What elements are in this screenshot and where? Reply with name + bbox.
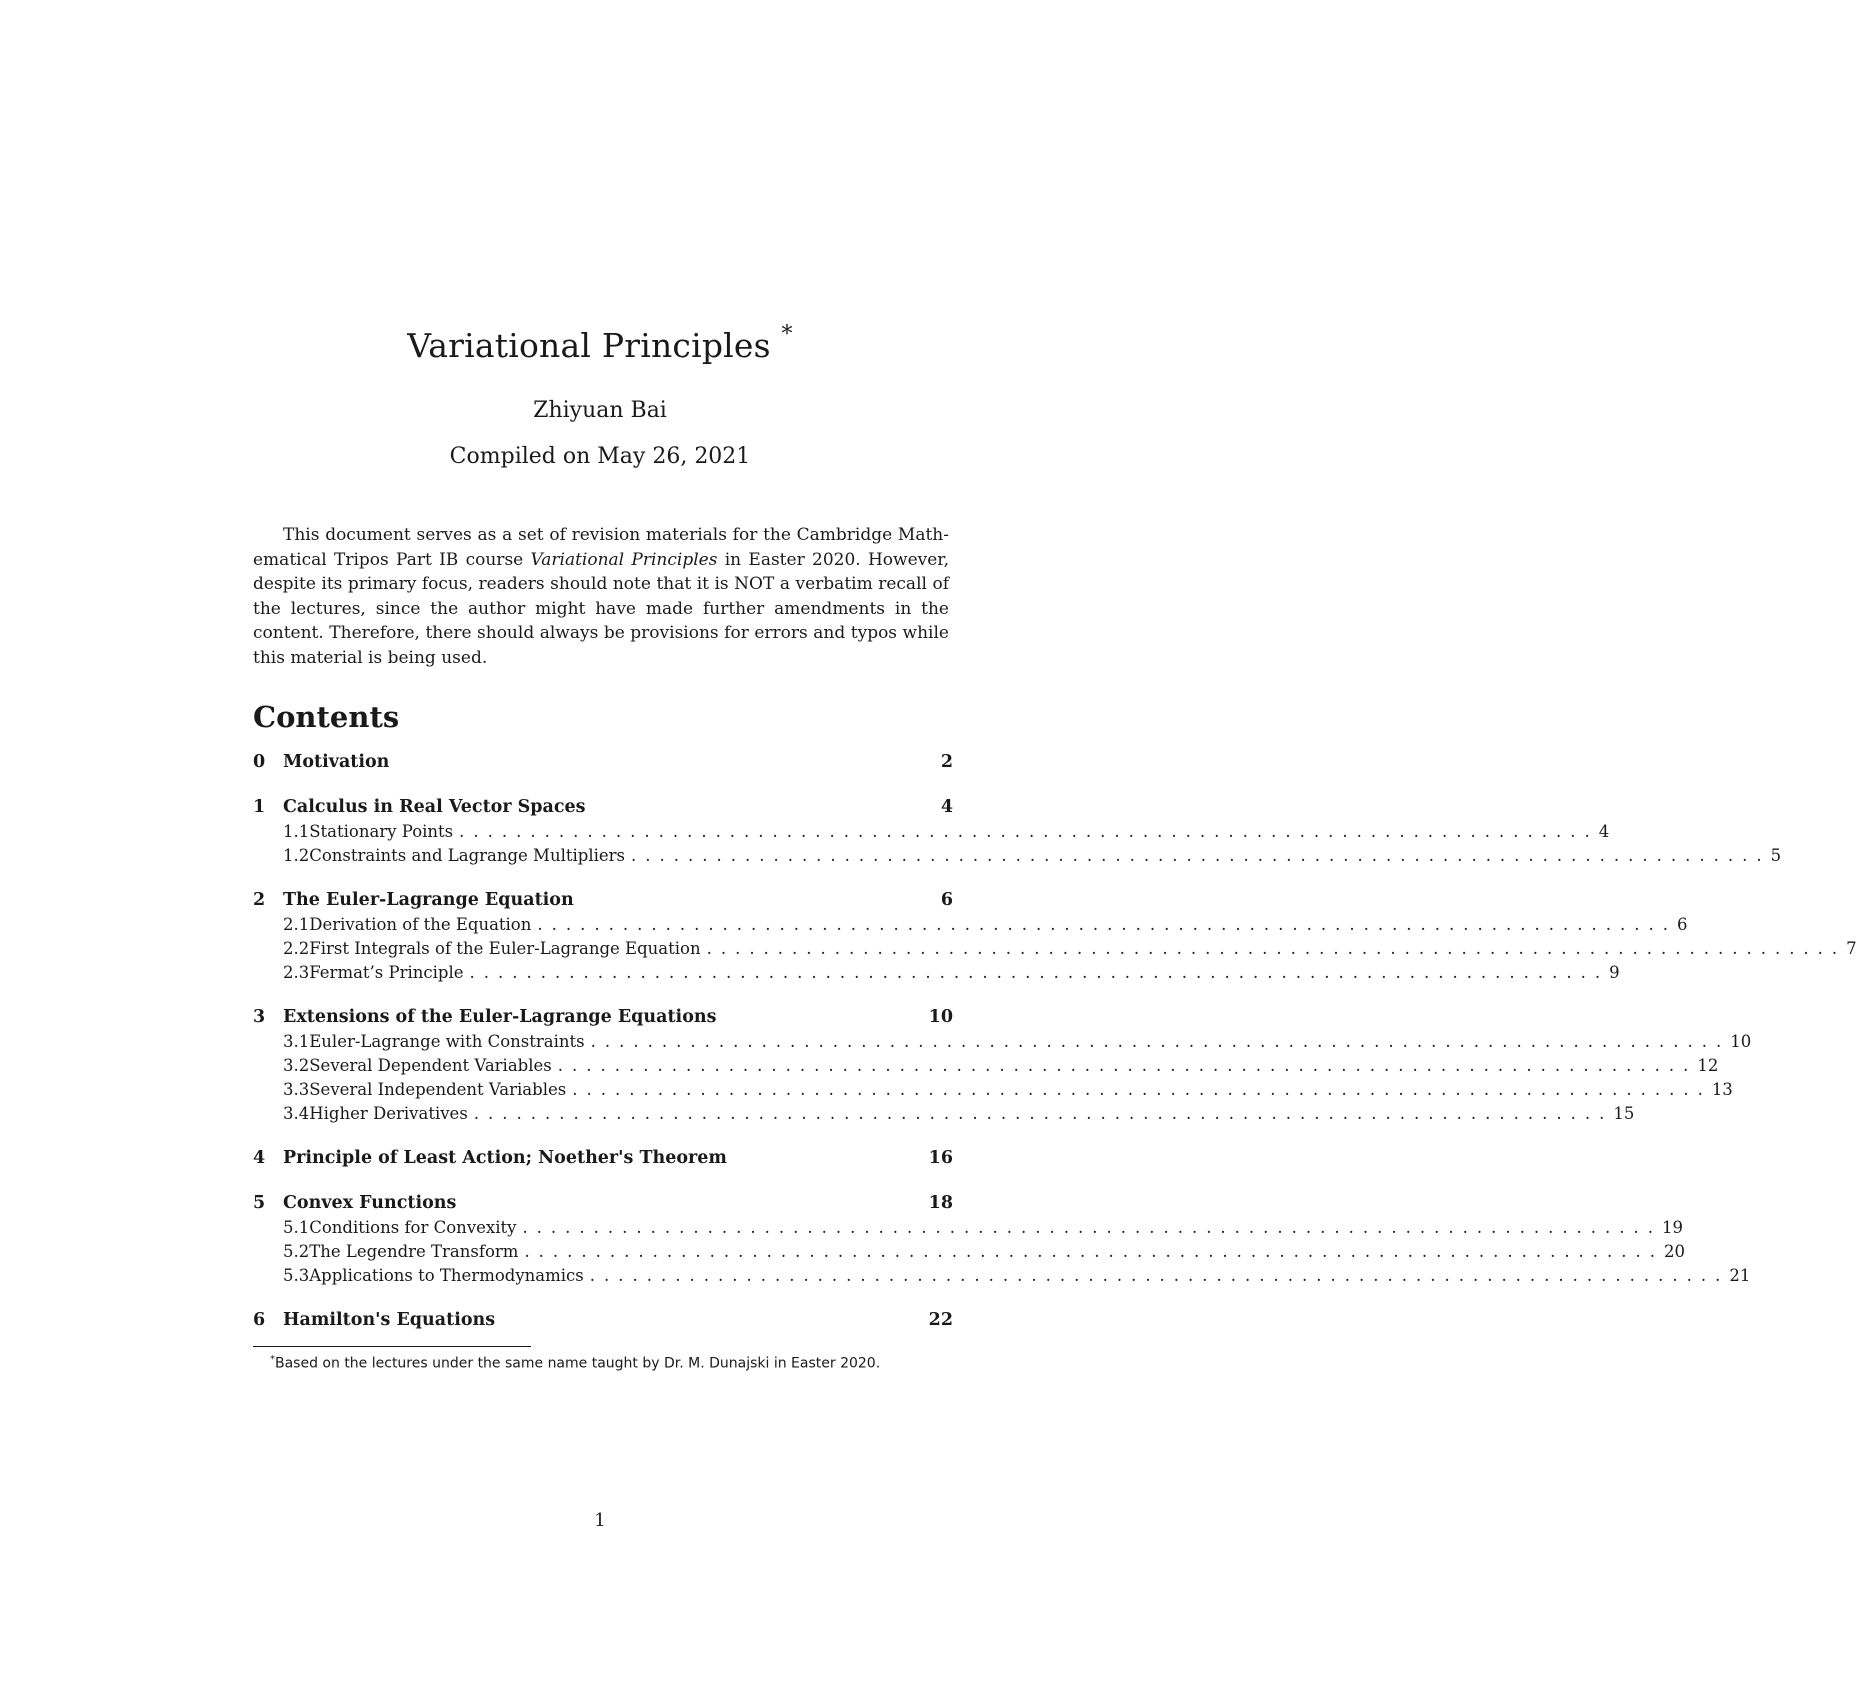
table-of-contents — [253, 752, 1857, 1335]
abstract-part2: in Easter 2020. However, despite its primary focus, readers should note that it is NOT a verbatim recall of the lectures, since the author might have made further amendments in the content. Therefore, there should always be provisions for errors and typos while this material is being used. — [253, 549, 949, 668]
abstract-course-name: Variational Principles — [530, 549, 718, 570]
toc-subsection-title: Constraints and Lagrange Multipliers — [309, 846, 625, 865]
toc-subsection-title: Derivation of the Equation — [309, 915, 532, 934]
toc-subsection-page: 15 — [1613, 1104, 1635, 1123]
toc-subsection-page: 6 — [1676, 915, 1688, 934]
toc-leader-dots: ................................................................................ — [537, 915, 1677, 934]
toc-gap — [253, 777, 953, 797]
toc-subsection-number: 3.4 — [283, 1104, 310, 1123]
toc-leader-dots: ................................................................................ — [524, 1242, 1665, 1261]
contents-heading: Contents — [253, 700, 400, 734]
title-text: Variational Principles — [407, 326, 771, 365]
toc-leader-dots: ................................................................................ — [631, 846, 1771, 865]
toc-subsection-entry[interactable] — [253, 822, 1610, 846]
toc-section-page: 10 — [928, 1007, 953, 1027]
toc-leader-dots: ................................................................................ — [473, 1104, 1614, 1123]
toc-subsection-title: First Integrals of the Euler-Lagrange Equation — [309, 939, 701, 958]
toc-gap — [253, 1290, 953, 1310]
toc-section-number: 3 — [253, 1007, 266, 1027]
toc-subsection-number: 3.3 — [283, 1080, 310, 1099]
toc-section-entry[interactable] — [253, 1148, 953, 1173]
footnote-text: Based on the lectures under the same name taught by Dr. M. Dunajski in Easter 2020. — [275, 1355, 881, 1372]
toc-subsection-title: Higher Derivatives — [309, 1104, 468, 1123]
toc-subsection-number: 3.2 — [283, 1056, 310, 1075]
footnote — [270, 1354, 880, 1372]
toc-subsection-entry[interactable] — [253, 1266, 1751, 1290]
toc-section-page: 2 — [940, 752, 953, 772]
toc-section-title: Principle of Least Action; Noether's Theorem — [283, 1148, 727, 1168]
toc-section-page: 16 — [928, 1148, 953, 1168]
toc-subsection-page: 20 — [1664, 1242, 1686, 1261]
toc-section-entry[interactable] — [253, 1310, 953, 1335]
toc-subsection-entry[interactable] — [253, 915, 1688, 939]
toc-subsection-title: Conditions for Convexity — [309, 1218, 517, 1237]
toc-subsection-page: 21 — [1729, 1266, 1751, 1285]
toc-subsection-entry[interactable] — [253, 1080, 1733, 1104]
toc-section-number: 0 — [253, 752, 266, 772]
page-number: 1 — [594, 1510, 606, 1531]
toc-subsection-entry[interactable] — [253, 1032, 1752, 1056]
toc-section-title: Motivation — [283, 752, 390, 772]
toc-subsection-entry[interactable] — [253, 1104, 1635, 1128]
toc-subsection-number: 2.3 — [283, 963, 310, 982]
toc-subsection-title: Applications to Thermodynamics — [309, 1266, 584, 1285]
toc-section-title: Convex Functions — [283, 1193, 457, 1213]
toc-subsection-number: 5.1 — [283, 1218, 310, 1237]
toc-leader-dots: ................................................................................ — [572, 1080, 1712, 1099]
toc-subsection-number: 1.1 — [283, 822, 310, 841]
toc-gap — [253, 1128, 953, 1148]
toc-leader-dots: ................................................................................ — [706, 939, 1847, 958]
toc-section-number: 5 — [253, 1193, 266, 1213]
toc-section-number: 4 — [253, 1148, 266, 1168]
toc-subsection-page: 19 — [1662, 1218, 1684, 1237]
author: Zhiyuan Bai — [533, 398, 667, 423]
toc-subsection-entry[interactable] — [253, 1218, 1684, 1242]
toc-subsection-title: Several Dependent Variables — [309, 1056, 552, 1075]
toc-gap — [253, 870, 953, 890]
toc-subsection-title: Fermat’s Principle — [309, 963, 464, 982]
toc-section-title: Extensions of the Euler-Lagrange Equations — [283, 1007, 717, 1027]
toc-subsection-page: 13 — [1711, 1080, 1733, 1099]
toc-section-page: 4 — [940, 797, 953, 817]
toc-section-entry[interactable] — [253, 1007, 953, 1032]
toc-subsection-number: 5.3 — [283, 1266, 310, 1285]
title-footnote-marker: * — [781, 322, 793, 347]
toc-leader-dots: ................................................................................ — [590, 1032, 1731, 1051]
document-title — [0, 322, 1200, 365]
toc-subsection-number: 2.2 — [283, 939, 310, 958]
toc-gap — [253, 987, 953, 1007]
toc-subsection-page: 4 — [1598, 822, 1610, 841]
toc-subsection-number: 3.1 — [283, 1032, 310, 1051]
toc-section-number: 6 — [253, 1310, 266, 1330]
toc-subsection-page: 12 — [1697, 1056, 1719, 1075]
toc-leader-dots: ................................................................................ — [522, 1218, 1663, 1237]
toc-subsection-title: Euler-Lagrange with Constraints — [309, 1032, 585, 1051]
toc-subsection-entry[interactable] — [253, 1056, 1719, 1080]
toc-subsection-number: 1.2 — [283, 846, 310, 865]
toc-subsection-page: 5 — [1770, 846, 1782, 865]
toc-subsection-page: 7 — [1846, 939, 1857, 958]
toc-section-entry[interactable] — [253, 890, 953, 915]
toc-subsection-page: 9 — [1609, 963, 1620, 982]
toc-subsection-number: 5.2 — [283, 1242, 310, 1261]
toc-gap — [253, 1173, 953, 1193]
toc-subsection-entry[interactable] — [253, 939, 1857, 963]
toc-section-entry[interactable] — [253, 752, 953, 777]
abstract-part1: This document serves as a set of revision materials for the Cambridge Math-ematical Tripos Part IB course — [253, 525, 949, 570]
footnote-marker: * — [270, 1354, 275, 1365]
abstract — [253, 523, 949, 670]
toc-section-entry[interactable] — [253, 1193, 953, 1218]
toc-subsection-entry[interactable] — [253, 1242, 1686, 1266]
toc-subsection-entry[interactable] — [253, 846, 1782, 870]
footnote-rule — [253, 1346, 531, 1347]
toc-subsection-number: 2.1 — [283, 915, 310, 934]
toc-leader-dots: ................................................................................ — [459, 822, 1599, 841]
toc-leader-dots: ................................................................................ — [469, 963, 1610, 982]
toc-subsection-title: Stationary Points — [309, 822, 454, 841]
toc-subsection-title: Several Independent Variables — [309, 1080, 567, 1099]
toc-section-title: The Euler-Lagrange Equation — [283, 890, 574, 910]
toc-leader-dots: ................................................................................ — [589, 1266, 1730, 1285]
toc-leader-dots: ................................................................................ — [557, 1056, 1698, 1075]
toc-section-number: 1 — [253, 797, 266, 817]
toc-section-entry[interactable] — [253, 797, 953, 822]
toc-subsection-entry[interactable] — [253, 963, 1620, 987]
toc-section-page: 18 — [928, 1193, 953, 1213]
toc-section-page: 6 — [940, 890, 953, 910]
toc-section-number: 2 — [253, 890, 266, 910]
toc-section-page: 22 — [928, 1310, 953, 1330]
toc-subsection-page: 10 — [1730, 1032, 1752, 1051]
compiled-date: Compiled on May 26, 2021 — [449, 444, 751, 469]
toc-section-title: Hamilton's Equations — [283, 1310, 496, 1330]
toc-subsection-title: The Legendre Transform — [309, 1242, 519, 1261]
toc-section-title: Calculus in Real Vector Spaces — [283, 797, 586, 817]
